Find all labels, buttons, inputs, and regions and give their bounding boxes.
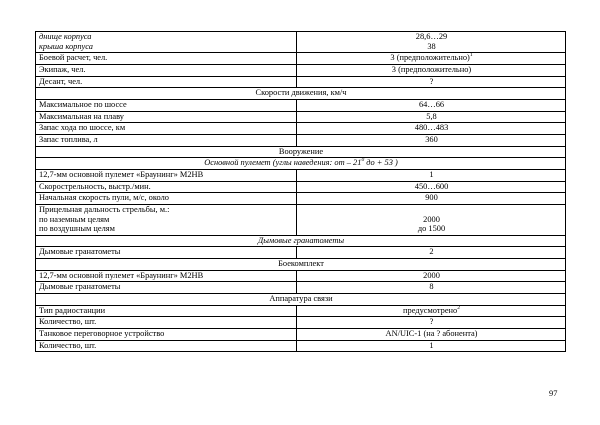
table-row <box>36 247 566 259</box>
value-text: предусмотрено <box>403 305 458 315</box>
value-text: 480…483 <box>414 123 449 133</box>
value-text: 64…66 <box>418 99 445 109</box>
value-text: ? <box>429 76 434 86</box>
table-row <box>36 53 566 65</box>
parameter-label: Танковое переговорное устройство <box>36 329 297 341</box>
parameter-label: Скорострельность, выстр./мин. <box>36 181 297 193</box>
value-text: 360 <box>425 134 438 144</box>
parameter-value <box>297 270 566 282</box>
cell-line: 28,6…29 <box>415 32 448 41</box>
section-title: Дымовые гранатометы <box>257 235 345 245</box>
footnote-marker: 1 <box>469 52 473 59</box>
value-text: ? <box>429 317 434 327</box>
cell-line: по воздушным целям <box>39 224 115 234</box>
parameter-label <box>36 204 297 235</box>
parameter-label: Максимальное по шоссе <box>36 99 297 111</box>
parameter-value <box>297 317 566 329</box>
section-header-cell <box>36 88 566 100</box>
section-title-tail: до + 53 ) <box>364 158 398 168</box>
parameter-value <box>297 111 566 123</box>
parameter-label: Начальная скорость пули, м/с, около <box>36 193 297 205</box>
parameter-value <box>297 247 566 259</box>
table-row <box>36 111 566 123</box>
parameter-label: Дымовые гранатометы <box>36 282 297 294</box>
value-text: 2 <box>429 247 434 257</box>
table-row <box>36 340 566 352</box>
table-row <box>36 169 566 181</box>
parameter-label: Дымовые гранатометы <box>36 247 297 259</box>
subsection-header-row <box>36 158 566 170</box>
parameter-value <box>297 123 566 135</box>
section-title: Боекомплект <box>278 259 324 269</box>
page-number: 97 <box>549 389 558 398</box>
value-text: 2000 <box>423 270 440 280</box>
parameter-value <box>297 181 566 193</box>
table-row <box>36 123 566 135</box>
table-row <box>36 76 566 88</box>
table-row <box>36 282 566 294</box>
table-row <box>36 305 566 317</box>
table-row <box>36 64 566 76</box>
section-header-row <box>36 259 566 271</box>
superscript: 0 <box>361 157 365 164</box>
table-row <box>36 99 566 111</box>
table-row <box>36 317 566 329</box>
value-text: 8 <box>429 282 434 292</box>
parameter-value <box>297 329 566 341</box>
value-text: 1 <box>429 340 434 350</box>
table-row <box>36 270 566 282</box>
section-header-cell <box>36 259 566 271</box>
parameter-value <box>297 32 566 53</box>
parameter-label <box>36 32 297 53</box>
value-text: 3 (предположительно) <box>390 53 470 63</box>
cell-line: 2000 <box>423 214 440 224</box>
cell-line: до 1500 <box>417 224 446 234</box>
value-text: AN/UIC-1 (на ? абонента) <box>385 329 478 339</box>
parameter-value <box>297 64 566 76</box>
subsection-header-row <box>36 235 566 247</box>
parameter-value <box>297 305 566 317</box>
parameter-label: Запас хода по шоссе, км <box>36 123 297 135</box>
parameter-value <box>297 76 566 88</box>
parameter-value <box>297 53 566 65</box>
table-row <box>36 134 566 146</box>
specifications-table-body <box>36 32 566 352</box>
section-header-cell <box>36 294 566 306</box>
table-row <box>36 329 566 341</box>
parameter-value <box>297 134 566 146</box>
parameter-label: Максимальная на плаву <box>36 111 297 123</box>
table-row <box>36 32 566 53</box>
parameter-label: Тип радиостанции <box>36 305 297 317</box>
parameter-value <box>297 193 566 205</box>
section-header-row <box>36 146 566 158</box>
section-header-cell <box>36 146 566 158</box>
parameter-value <box>297 204 566 235</box>
section-header-row <box>36 294 566 306</box>
parameter-label: Боевой расчет, чел. <box>36 53 297 65</box>
section-title: Основной пулемет (углы наведения: от – 21 <box>204 158 362 168</box>
value-text: 450…600 <box>414 181 449 191</box>
cell-line: 38 <box>427 41 436 51</box>
parameter-value <box>297 169 566 181</box>
section-header-row <box>36 88 566 100</box>
parameter-label: Количество, шт. <box>36 317 297 329</box>
value-text: 1 <box>429 169 434 179</box>
parameter-label: Экипаж, чел. <box>36 64 297 76</box>
specifications-table <box>35 31 566 352</box>
footnote-marker: 2 <box>457 304 460 311</box>
parameter-label: 12,7-мм основной пулемет «Браунинг» M2HB <box>36 169 297 181</box>
section-title: Аппаратура связи <box>269 294 333 304</box>
parameter-label: 12,7-мм основной пулемет «Браунинг» M2HB <box>36 270 297 282</box>
parameter-value <box>297 282 566 294</box>
table-row <box>36 204 566 235</box>
table-row <box>36 193 566 205</box>
cell-line: днище корпуса <box>39 32 92 41</box>
parameter-value <box>297 99 566 111</box>
section-title: Скорости движения, км/ч <box>255 88 347 98</box>
value-text: 3 (предположительно) <box>391 64 472 74</box>
section-header-cell <box>36 235 566 247</box>
cell-line: по наземным целям <box>39 214 110 224</box>
section-title: Вооружение <box>278 146 324 156</box>
parameter-label: Десант, чел. <box>36 76 297 88</box>
cell-line: крыша корпуса <box>39 41 93 51</box>
parameter-label: Количество, шт. <box>36 340 297 352</box>
section-header-cell <box>36 158 566 170</box>
parameter-value <box>297 340 566 352</box>
table-row <box>36 181 566 193</box>
cell-line: Прицельная дальность стрельбы, м.: <box>39 204 170 214</box>
value-text: 900 <box>425 193 438 203</box>
value-text: 5,8 <box>426 111 437 121</box>
parameter-label: Запас топлива, л <box>36 134 297 146</box>
